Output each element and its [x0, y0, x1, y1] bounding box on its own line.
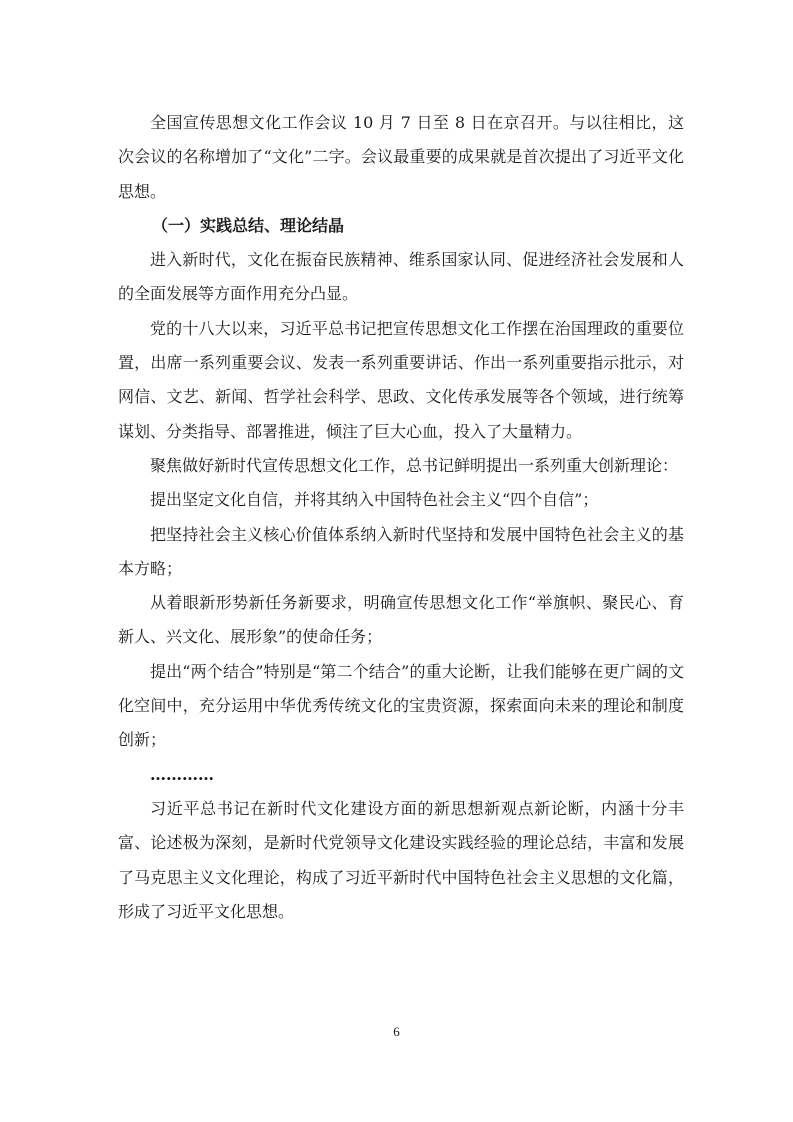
paragraph-focus: 聚焦做好新时代宣传思想文化工作，总书记鲜明提出一系列重大创新理论：	[150, 455, 679, 475]
paragraph-core-values: 把坚持社会主义核心价值体系纳入新时代坚持和发展中国特色社会主义的基本方略；	[118, 524, 684, 578]
paragraph-new-era: 进入新时代，文化在振奋民族精神、维系国家认同、促进经济社会发展和人的全面发展等方面作用充分凸显。	[118, 250, 684, 304]
document-body	[118, 106, 684, 929]
paragraph-cultural-confidence: 提出坚定文化自信，并将其纳入中国特色社会主义“四个自信”；	[150, 490, 599, 510]
section-heading: （一）实践总结、理论结晶	[152, 215, 345, 235]
paragraph-conclusion: 习近平总书记在新时代文化建设方面的新思想新观点新论断，内涵十分丰富、论述极为深刻，是新时代党领导文化建设实践经验的理论总结，丰富和发展了马克思主义文化理论，构成了习近平新时代中国特色社会主义思想的文化篇，形成了习近平文化思想。	[118, 798, 684, 921]
paragraph-two-combinations: 提出“两个结合”特别是“第二个结合”的重大论断，让我们能够在更广阔的文化空间中，充分运用中华优秀传统文化的宝贵资源，探索面向未来的理论和制度创新；	[118, 661, 684, 750]
paragraph-intro: 全国宣传思想文化工作会议 10 月 7 日至 8 日在京召开。与以往相比，这次会议的名称增加了“文化”二字。会议最重要的成果就是首次提出了习近平文化思想。	[118, 113, 684, 201]
page-number: 6	[393, 1024, 400, 1039]
ellipsis-separator: …………	[150, 764, 214, 784]
paragraph-since-18th-congress: 党的十八大以来，习近平总书记把宣传思想文化工作摆在治国理政的重要位置，出席一系列重要会议、发表一系列重要讲话、作出一系列重要指示批示，对网信、文艺、新闻、哲学社会科学、思政、文化传承发展等各个领域，进行统筹谋划、分类指导、部署推进，倾注了巨大心血，投入了大量精力。	[118, 318, 684, 441]
paragraph-mission-tasks: 从着眼新形势新任务新要求，明确宣传思想文化工作“举旗帜、聚民心、育新人、兴文化、展形象”的使命任务；	[118, 593, 684, 647]
